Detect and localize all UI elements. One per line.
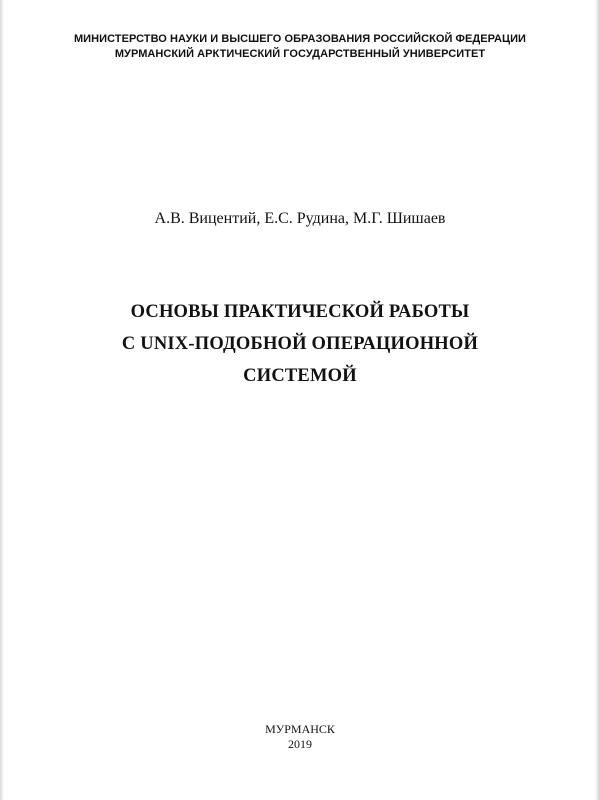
institution-ministry: МИНИСТЕРСТВО НАУКИ И ВЫСШЕГО ОБРАЗОВАНИЯ РОССИЙСКОЙ ФЕДЕРАЦИИ <box>73 33 527 45</box>
scan-edge-right <box>595 0 600 800</box>
publication-year: 2019 <box>288 737 312 751</box>
title-line-3: СИСТЕМОЙ <box>243 366 357 386</box>
scan-edge-left <box>0 0 4 800</box>
publication-city: МУРМАНСК <box>265 722 335 736</box>
institution-university: МУРМАНСКИЙ АРКТИЧЕСКИЙ ГОСУДАРСТВЕННЫЙ УНИВЕРСИТЕТ <box>114 48 486 60</box>
authors: А.В. Вицентий, Е.С. Рудина, М.Г. Шишаев <box>154 210 446 227</box>
institution-header <box>0 32 600 62</box>
title-line-1: ОСНОВЫ ПРАКТИЧЕСКОЙ РАБОТЫ <box>130 302 470 322</box>
title-line-2: С UNIX-ПОДОБНОЙ ОПЕРАЦИОННОЙ <box>121 334 479 354</box>
imprint <box>0 722 600 752</box>
book-title <box>0 296 600 392</box>
